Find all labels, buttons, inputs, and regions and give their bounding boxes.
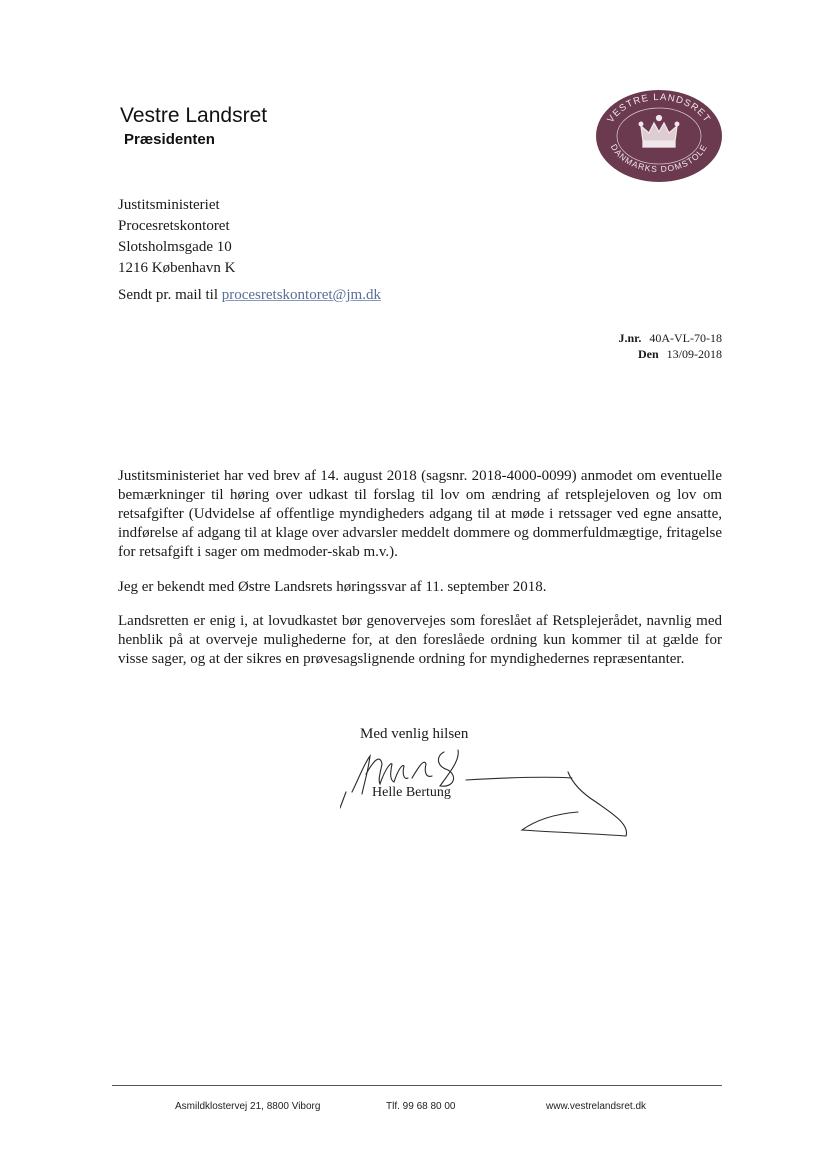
signer-name: Helle Bertung: [372, 785, 451, 800]
email-link[interactable]: procesretskontoret@jm.dk: [221, 287, 381, 303]
footer-website[interactable]: www.vestrelandsret.dk: [546, 1101, 647, 1112]
recipient-address: [118, 195, 235, 279]
address-line: Justitsministeriet: [118, 197, 220, 213]
footer-phone: Tlf. 99 68 80 00: [386, 1101, 456, 1112]
date-label: Den: [637, 347, 659, 361]
court-subtitle: Præsidenten: [124, 131, 215, 148]
sent-by-mail: [118, 287, 381, 304]
seal-bottom-text: DANMARKS DOMSTOLE: [608, 142, 710, 175]
closing-greeting: Med venlig hilsen: [360, 726, 469, 742]
sent-prefix: Sendt pr. mail til: [118, 287, 218, 303]
footer-divider: [112, 1085, 722, 1086]
court-name: Vestre Landsret: [120, 104, 268, 127]
address-line: Procesretskontoret: [118, 218, 230, 234]
court-seal: [594, 88, 724, 184]
seal-top-text: VESTRE LANDSRET: [605, 91, 713, 125]
jnr-label: J.nr.: [618, 331, 642, 345]
address-line: Slotsholmsgade 10: [118, 239, 232, 255]
body-paragraph: Justitsministeriet har ved brev af 14. august 2018 (sagsnr. 2018-4000-0099) anmodet om eventuelle bemærkninger til høring over udkast til forslag til lov om ændring af retsplejeloven og lov om retsafgifter (Udvidelse af offentlige myndigheders adgang til at møde i retssager ved egne ansatte, indførelse af adgang til at klage over advarsler meddelt dommere og dommerfuldmægtige, fritagelse for retsafgift i sager om medmoder-skab m.v.).: [118, 468, 722, 560]
body-paragraph: Jeg er bekendt med Østre Landsrets høringssvar af 11. september 2018.: [118, 579, 547, 595]
footer-address: Asmildklostervej 21, 8800 Viborg: [175, 1101, 321, 1112]
jnr-value: 40A-VL-70-18: [649, 331, 722, 345]
body-paragraph: Landsretten er enig i, at lovudkastet bør genovervejes som foreslået af Retsplejerådet, navnlig med henblik på at overveje mulighederne for, at den foreslåede ordning kun kommer til at gælde for visse sager, og at der sikres en prøvesagslignende ordning for myndighedernes repræsentanter.: [118, 613, 722, 667]
reference-block: [618, 330, 722, 362]
address-line: 1216 København K: [118, 260, 236, 276]
date-value: 13/09-2018: [666, 347, 722, 361]
